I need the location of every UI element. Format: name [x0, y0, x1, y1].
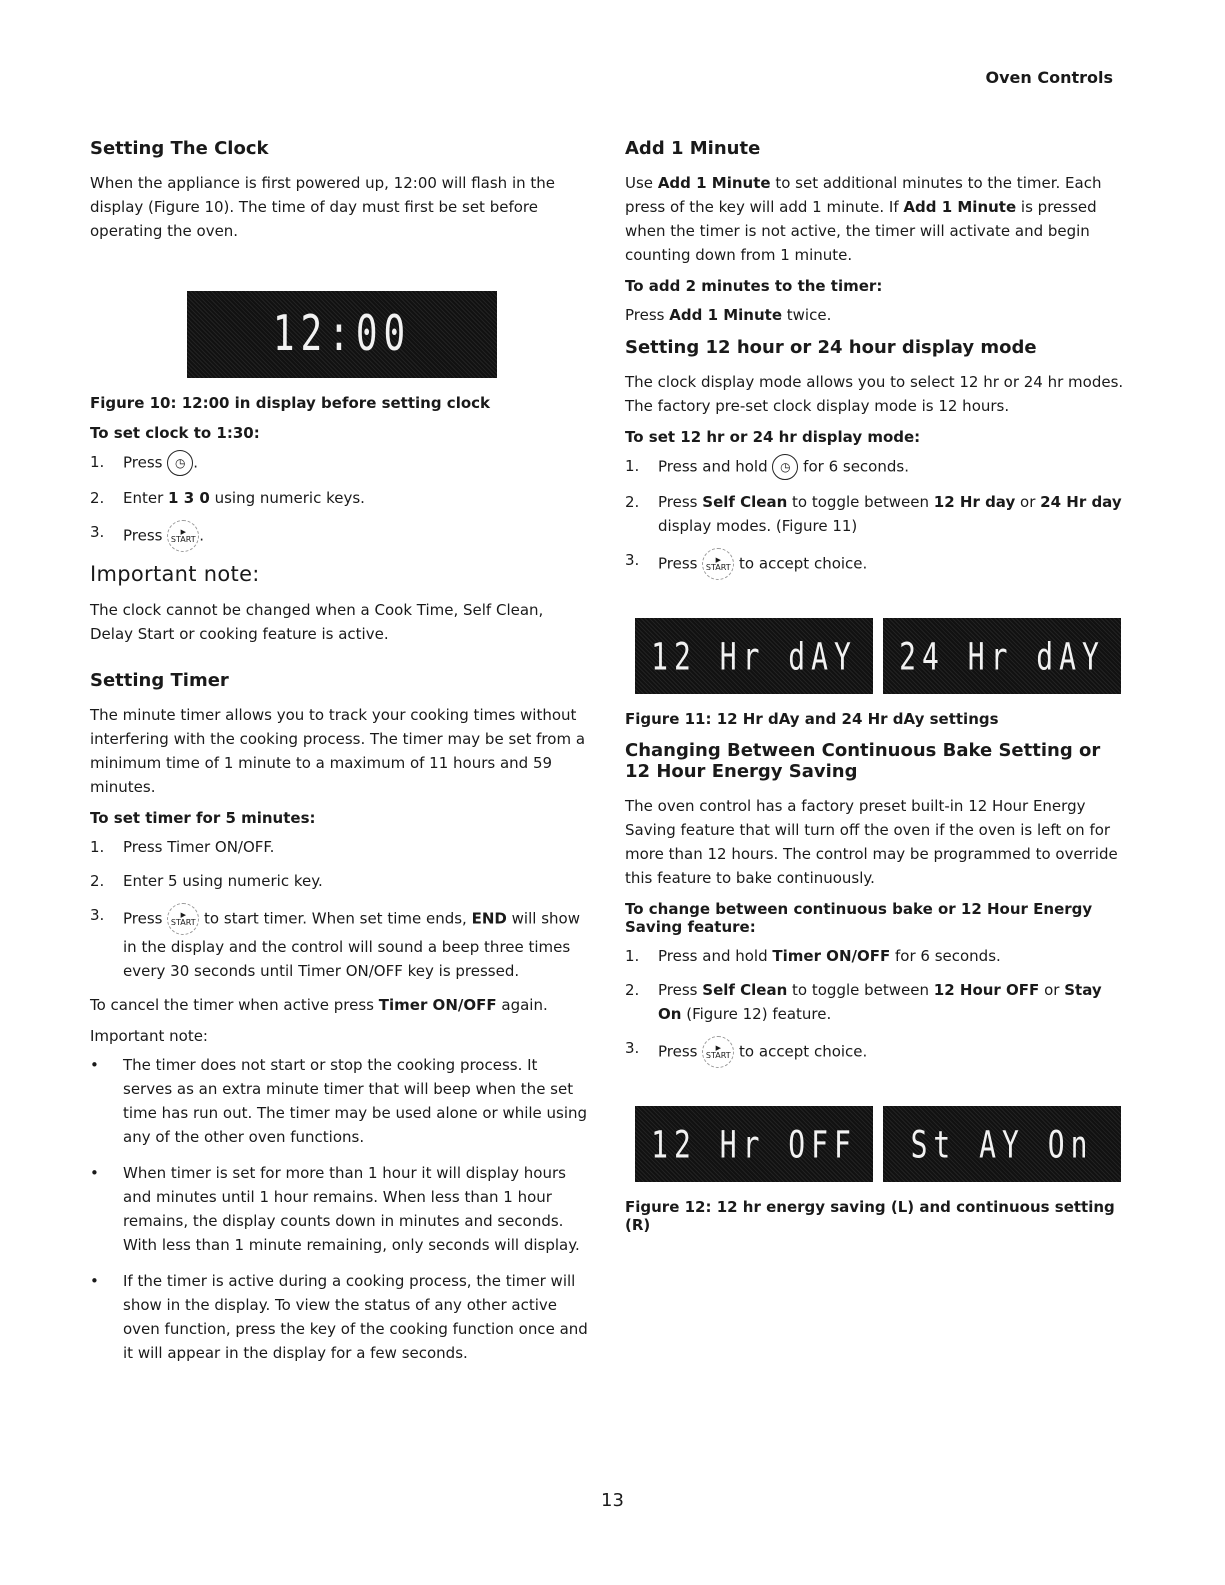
- timer-step-1: 1. Press Timer ON/OFF.: [90, 838, 275, 856]
- add-minute-subhead: To add 2 minutes to the timer:: [625, 277, 883, 295]
- timer-note-title: Important note:: [90, 1027, 208, 1045]
- timer-cancel-text: To cancel the timer when active press Timer ON/OFF again.: [90, 996, 548, 1014]
- clock-subhead: To set clock to 1:30:: [90, 424, 260, 442]
- important-note-text: The clock cannot be changed when a Cook Time, Self Clean, Delay Start or cooking feature is active.: [90, 601, 544, 643]
- start-key-icon: ▶ START: [702, 548, 734, 580]
- timer-steps: [90, 835, 590, 983]
- figure-12: [635, 1106, 1125, 1182]
- clock-intro: When the appliance is first powered up, 12:00 will flash in the display (Figure 10). The time of day must first be set before operating the oven.: [90, 174, 556, 240]
- start-key-icon: ▶ START: [167, 520, 199, 552]
- clock-key-icon: ◷: [772, 454, 798, 480]
- timer-intro: The minute timer allows you to track your cooking times without interfering with the cooking process. The timer may be set from a minimum time of 1 minute to a maximum of 11 hours and 59 minutes.: [90, 706, 586, 796]
- timer-subhead: To set timer for 5 minutes:: [90, 809, 316, 827]
- display-mode-subhead: To set 12 hr or 24 hr display mode:: [625, 428, 921, 446]
- important-note-title: Important note:: [90, 562, 260, 586]
- continuous-bake-intro: The oven control has a factory preset built-in 12 Hour Energy Saving feature that will turn off the oven if the oven is left on for more than 12 hours. The control may be programmed to override this feature to bake continuously.: [625, 797, 1118, 887]
- clock-key-icon: ◷: [167, 450, 193, 476]
- display-mode-steps: [625, 454, 1125, 580]
- timer-step-3: 3. Press ▶ START to start timer. When set time ends, END will show in the display and the control will sound a beep three times every 30 seconds until Timer ON/OFF key is pressed.: [90, 903, 590, 983]
- start-key-icon: ▶ START: [702, 1036, 734, 1068]
- right-column: [625, 138, 1125, 1246]
- add-minute-text: Use Add 1 Minute to set additional minutes to the timer. Each press of the key will add 1 minute. If Add 1 Minute is pressed when the timer is not active, the timer will activate and begin counting down from 1 minute.: [625, 174, 1102, 264]
- clock-step-2: 2. Enter 1 3 0 using numeric keys.: [90, 489, 365, 507]
- continuous-bake-subhead: To change between continuous bake or 12 Hour Energy Saving feature:: [625, 900, 1093, 936]
- page-number: 13: [601, 1490, 624, 1511]
- section-header: Oven Controls: [985, 68, 1113, 87]
- continuous-bake-step-2: 2. Press Self Clean to toggle between 12 Hour OFF or Stay On (Figure 12) feature.: [625, 981, 1102, 1023]
- clock-step-3: 3. Press ▶ START .: [90, 520, 590, 552]
- timer-step-2: 2. Enter 5 using numeric key.: [90, 872, 323, 890]
- figure-11: [635, 618, 1125, 694]
- clock-title: Setting The Clock: [90, 138, 269, 159]
- clock-display-figure: [187, 291, 497, 378]
- figure-12-caption: Figure 12: 12 hr energy saving (L) and continuous setting (R): [625, 1198, 1115, 1234]
- clock-step-1: 1. Press ◷ .: [90, 450, 590, 476]
- add-minute-instruction: Press Add 1 Minute twice.: [625, 306, 832, 324]
- timer-notes: [90, 1053, 590, 1365]
- add-minute-title: Add 1 Minute: [625, 138, 761, 159]
- display-mode-step-2: 2. Press Self Clean to toggle between 12 Hr day or 24 Hr day display modes. (Figure 11): [625, 493, 1122, 535]
- clock-display-text: 12:00: [272, 306, 412, 363]
- continuous-bake-step-1: 1. Press and hold Timer ON/OFF for 6 seconds.: [625, 947, 1001, 965]
- timer-note-2: • When timer is set for more than 1 hour it will display hours and minutes until 1 hour remains. When less than 1 hour remains, the display counts down in minutes and seconds. With less than 1 minute remaining, only seconds will display.: [90, 1164, 580, 1254]
- left-column: [90, 138, 590, 1377]
- continuous-bake-step-3: 3. Press ▶ START to accept choice.: [625, 1036, 1125, 1068]
- lcd-12hr-off: 12 Hr OFF: [635, 1106, 873, 1182]
- clock-steps: [90, 450, 590, 552]
- display-mode-title: Setting 12 hour or 24 hour display mode: [625, 337, 1037, 358]
- start-key-icon: ▶ START: [167, 903, 199, 935]
- timer-title: Setting Timer: [90, 670, 229, 691]
- display-mode-step-1: 1. Press and hold ◷ for 6 seconds.: [625, 454, 1125, 480]
- continuous-bake-steps: [625, 944, 1125, 1068]
- figure-10-caption: Figure 10: 12:00 in display before setting clock: [90, 394, 491, 412]
- lcd-stay-on: St AY On: [883, 1106, 1121, 1182]
- display-mode-step-3: 3. Press ▶ START to accept choice.: [625, 548, 1125, 580]
- lcd-24hr-day: 24 Hr dAY: [883, 618, 1121, 694]
- display-mode-intro: The clock display mode allows you to select 12 hr or 24 hr modes. The factory pre-set clock display mode is 12 hours.: [625, 373, 1124, 415]
- continuous-bake-title: Changing Between Continuous Bake Setting or 12 Hour Energy Saving: [625, 740, 1101, 782]
- lcd-12hr-day: 12 Hr dAY: [635, 618, 873, 694]
- timer-note-3: • If the timer is active during a cooking process, the timer will show in the display. To view the status of any other active oven function, press the key of the cooking function once and it will appear in the display for a few seconds.: [90, 1272, 588, 1362]
- figure-11-caption: Figure 11: 12 Hr dAy and 24 Hr dAy settings: [625, 710, 999, 728]
- timer-note-1: • The timer does not start or stop the cooking process. It serves as an extra minute timer that will beep when the set time has run out. The timer may be used alone or while using any of the other oven functions.: [90, 1056, 588, 1146]
